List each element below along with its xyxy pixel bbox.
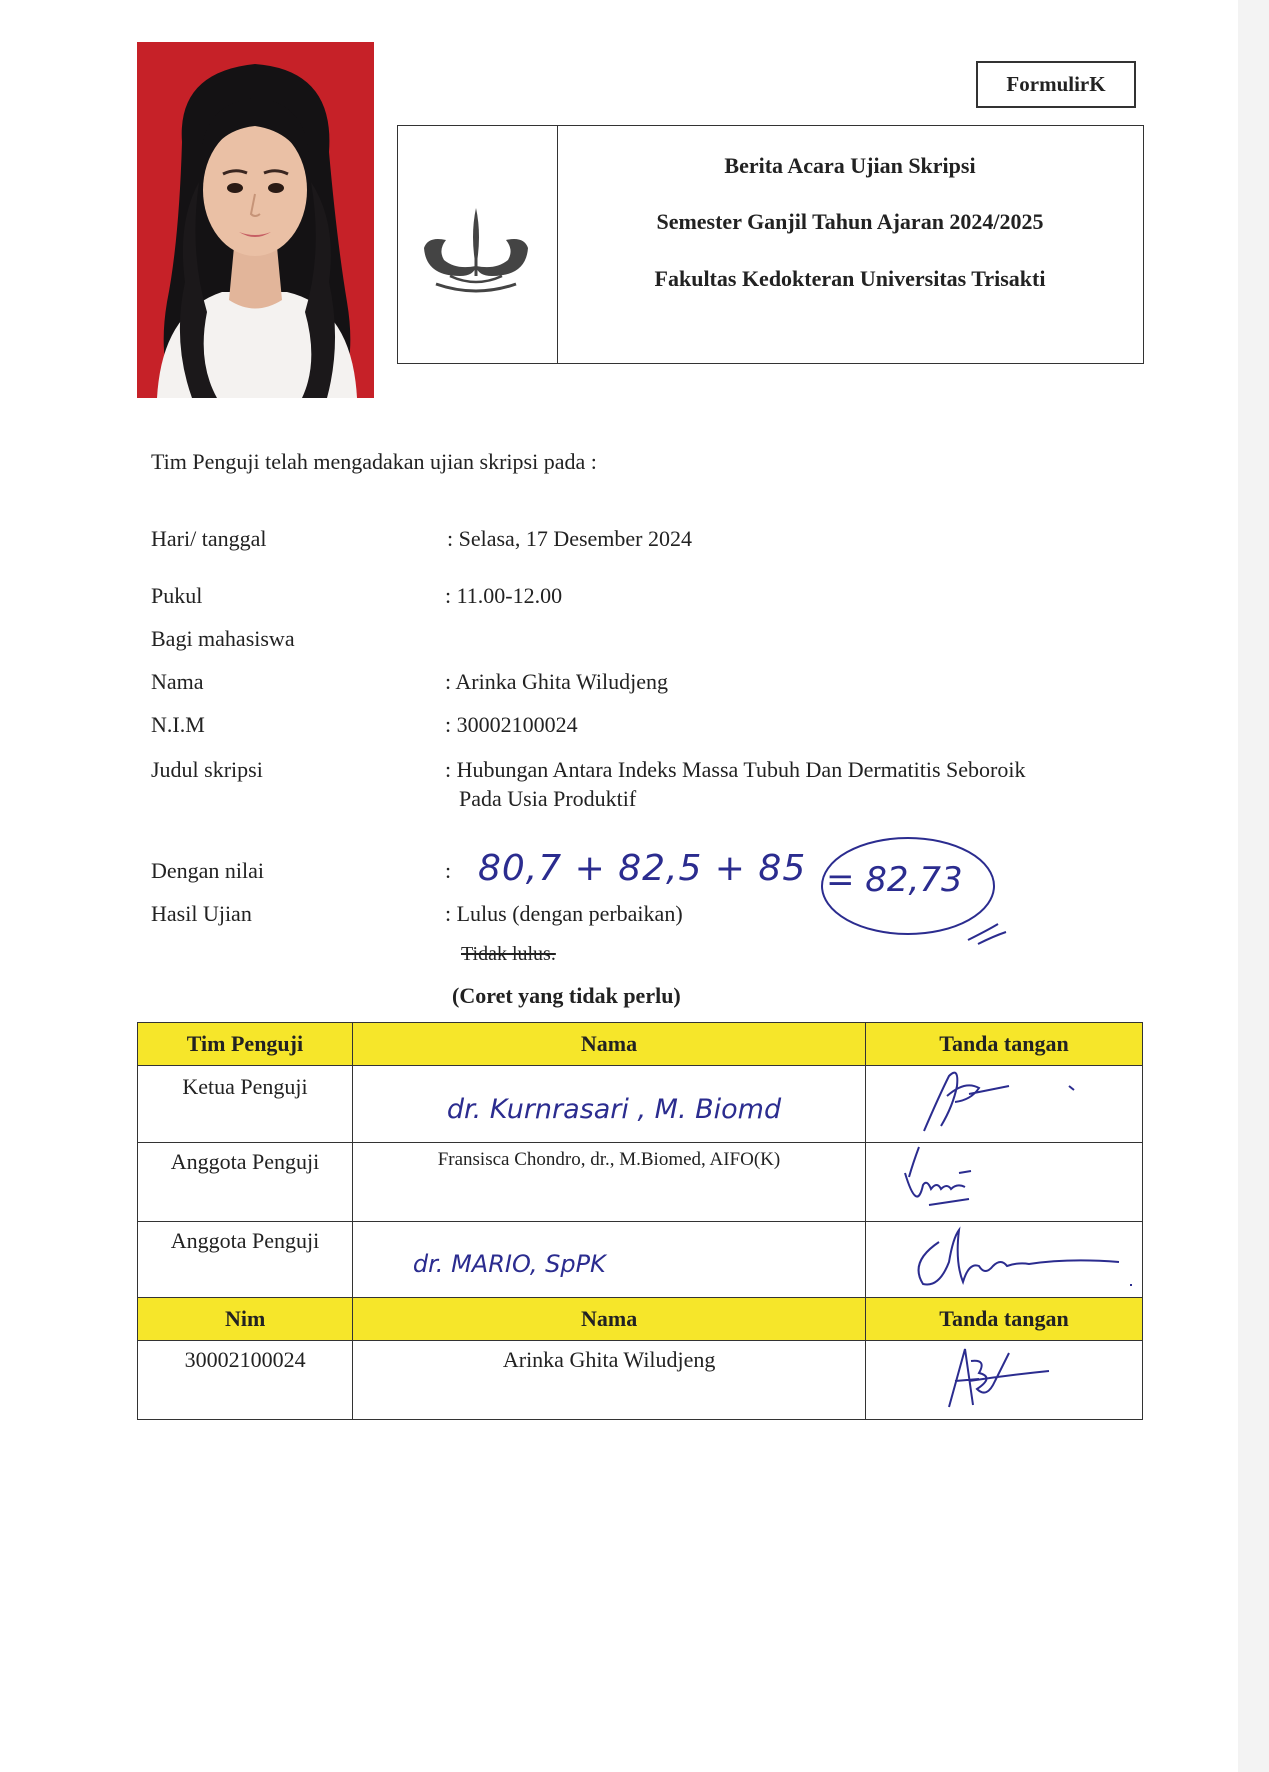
student-name-text: Arinka Ghita Wiludjeng (502, 1347, 716, 1372)
header-nim: Nim (138, 1298, 353, 1341)
signature-cell (866, 1143, 1143, 1222)
student-table (137, 1297, 1143, 1420)
header-nama: Nama (353, 1298, 866, 1341)
hari-value: : Selasa, 17 Desember 2024 (447, 526, 692, 551)
header-title: Berita Acara Ujian Skripsi (724, 153, 976, 178)
examiner-name-cell (352, 1066, 865, 1143)
examiner-role-text: Anggota Penguji (170, 1149, 320, 1174)
header-tanda-tangan: Tanda tangan (866, 1298, 1143, 1341)
nim-label: N.I.M (151, 712, 205, 737)
nilai-colon: : (445, 858, 452, 883)
signature-icon (869, 1143, 1139, 1215)
hasil-value: : Lulus (dengan perbaikan) (445, 901, 683, 926)
student-nim-text: 30002100024 (184, 1347, 306, 1372)
examiner-name: Fransisca Chondro, dr., M.Biomed, AIFO(K) (437, 1149, 781, 1170)
page-edge (1238, 0, 1269, 1772)
intro-text: Tim Penguji telah mengadakan ujian skripsi pada : (151, 449, 597, 474)
hasil-struck: Tidak lulus. (461, 943, 556, 965)
examiner-name-cell (352, 1143, 865, 1222)
bagi-mahasiswa-label: Bagi mahasiswa (151, 626, 295, 651)
coret-note: (Coret yang tidak perlu) (452, 983, 681, 1008)
examiner-role (138, 1222, 353, 1301)
signature-icon (869, 1066, 1139, 1136)
judul-value-line2: Pada Usia Produktif (459, 786, 637, 811)
table-row (138, 1222, 1143, 1301)
header-tanda-tangan: Tanda tangan (866, 1023, 1143, 1066)
examiner-name-handwritten: dr. MARIO, SpPK (412, 1250, 606, 1278)
nilai-handwritten: 80,7 + 82,5 + 85 (478, 848, 807, 889)
judul-value-line1: : Hubungan Antara Indeks Massa Tubuh Dan Dermatitis Seboroik (445, 757, 1026, 782)
student-photo (137, 42, 374, 398)
examiner-name-handwritten: dr. Kurnrasari , M. Biomd (446, 1094, 782, 1125)
nama-value: : Arinka Ghita Wiludjeng (445, 669, 668, 694)
form-code-box: FormulirK (976, 61, 1136, 108)
nilai-label: Dengan nilai (151, 858, 265, 883)
nama-label: Nama (151, 669, 204, 694)
table-row (138, 1341, 1143, 1420)
signature-cell (866, 1066, 1143, 1143)
hari-label: Hari/ tanggal (151, 526, 267, 551)
nim-value: : 30002100024 (445, 712, 578, 737)
header-semester: Semester Ganjil Tahun Ajaran 2024/2025 (656, 209, 1044, 234)
nilai-result-handwritten: = 82,73 (826, 860, 963, 900)
examiner-role-text: Anggota Penguji (170, 1228, 320, 1253)
pukul-value: : 11.00-12.00 (445, 583, 563, 608)
signature-icon (869, 1341, 1139, 1413)
judul-label: Judul skripsi (151, 757, 263, 782)
examiner-role-text: Ketua Penguji (182, 1074, 308, 1099)
university-logo-icon (416, 206, 536, 296)
examiner-name-cell (352, 1222, 865, 1301)
student-nim (138, 1341, 353, 1420)
student-name (353, 1341, 866, 1420)
header-box (397, 125, 1144, 364)
table-row (138, 1066, 1143, 1143)
examiners-table (137, 1022, 1143, 1301)
header-title-block (557, 126, 1143, 363)
header-tim-penguji: Tim Penguji (138, 1023, 353, 1066)
logo-cell (398, 126, 558, 363)
hasil-label: Hasil Ujian (151, 901, 252, 926)
table-row (138, 1143, 1143, 1222)
signature-cell (866, 1222, 1143, 1301)
header-faculty: Fakultas Kedokteran Universitas Trisakti (654, 266, 1046, 291)
examiner-role (138, 1066, 353, 1143)
signature-icon (869, 1222, 1139, 1294)
pukul-label: Pukul (151, 583, 203, 608)
examiner-role (138, 1143, 353, 1222)
header-nama: Nama (352, 1023, 865, 1066)
signature-cell (866, 1341, 1143, 1420)
